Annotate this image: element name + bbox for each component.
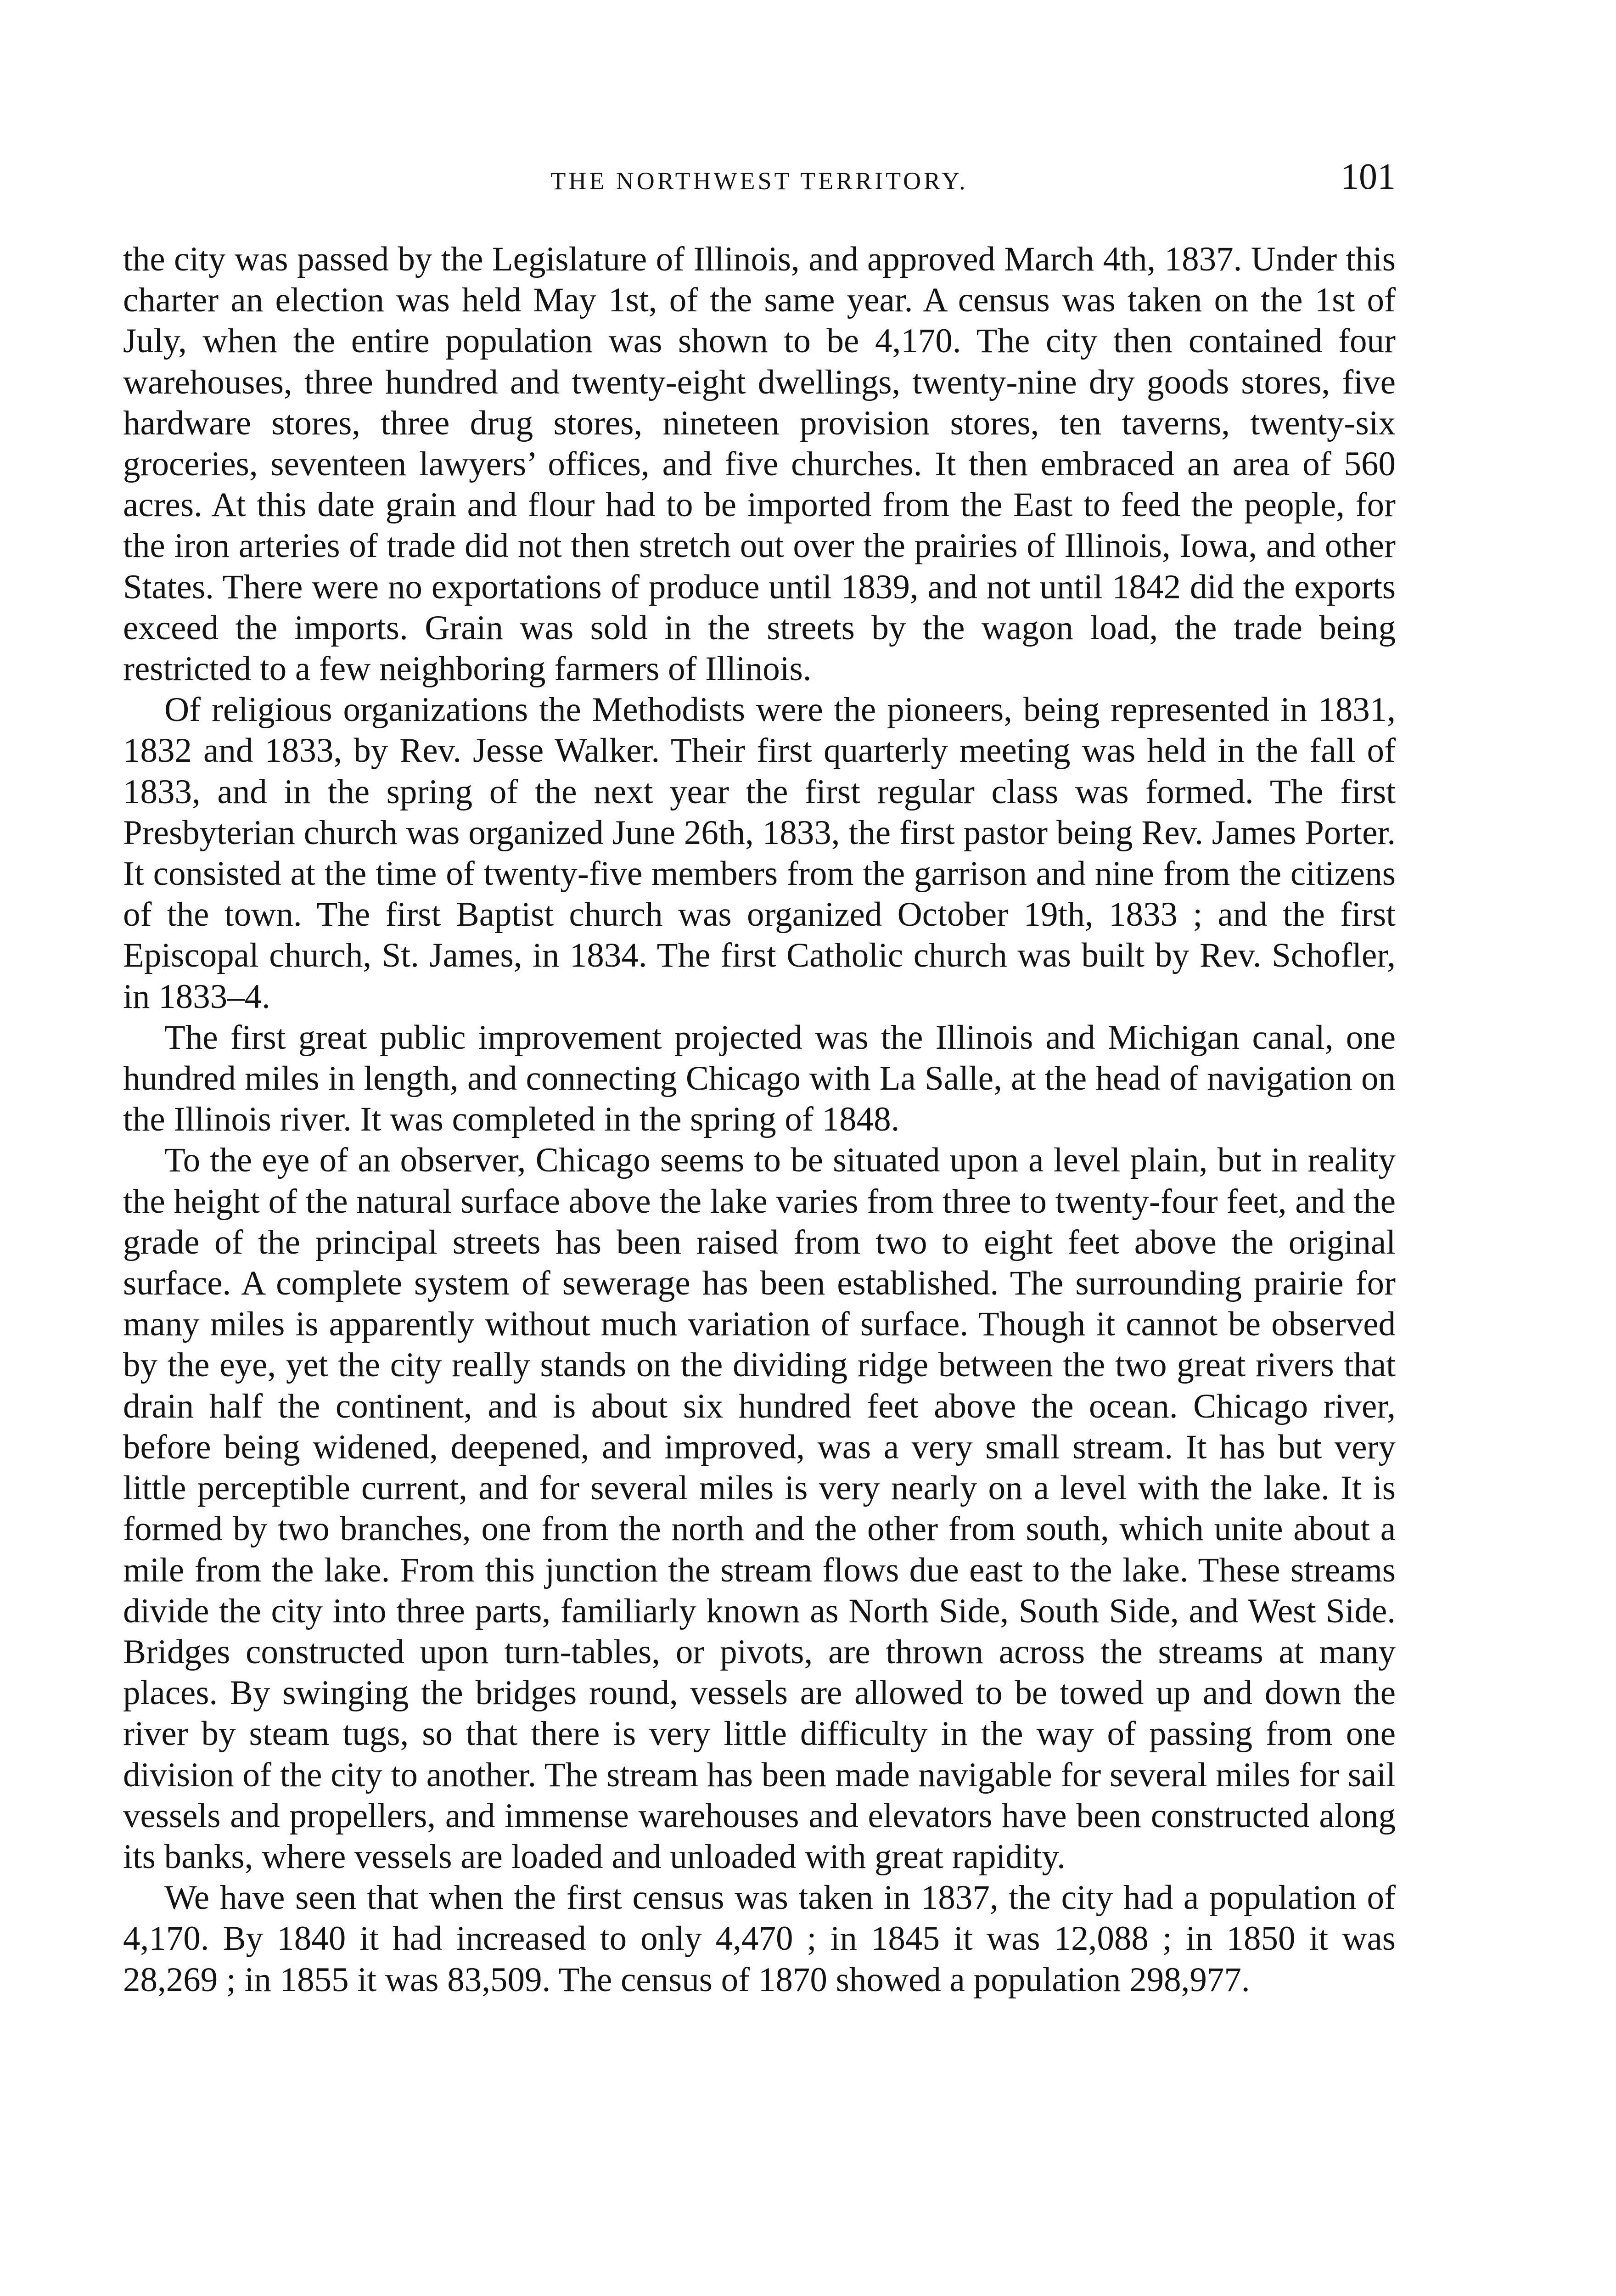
paragraph-population-census: We have seen that when the first census was taken in 1837, the city had a population of 4,170. By 1840 it had increased to only 4,470 ; in 1845 it was 12,088 ; in 1850 it was 28,269 ; in 1855 it was 83,509. The census of 1870 showed a population 298,977. (123, 1879, 1396, 1999)
running-title: THE NORTHWEST TERRITORY. (550, 167, 968, 195)
running-head (123, 158, 1396, 209)
paragraph-chicago-topography: To the eye of an observer, Chicago seems to be situated upon a level plain, but in reality the height of the natural surface above the lake varies from three to twenty-four feet, and the grade of the principal streets has been raised from two to eight feet above the original surface. A complete system of sewerage has been established. The surrounding prairie for many miles is apparently without much variation of surface. Though it cannot be observed by the eye, yet the city really stands on the dividing ridge between the two great rivers that drain half the continent, and is about six hundred feet above the ocean. Chicago river, before being widened, deepened, and improved, was a very small stream. It has but very little perceptible current, and for several miles is very nearly on a level with the lake. It is formed by two branches, one from the north and the other from south, which unite about a mile from the lake. From this junction the stream flows due east to the lake. These streams divide the city into three parts, familiarly known as North Side, South Side, and West Side. Bridges constructed upon turn-tables, or pivots, are thrown across the streams at many places. By swinging the bridges round, vessels are allowed to be towed up and down the river by steam tugs, so that there is very little difficulty in the way of passing from one division of the city to another. The stream has been made navigable for several miles for sail vessels and propellers, and immense warehouses and elevators have been constructed along its banks, where vessels are loaded and unloaded with great rapidity. (123, 1141, 1396, 1876)
body-text (123, 239, 1396, 2000)
paragraph-illinois-michigan-canal: The first great public improvement projected was the Illinois and Michigan canal, one hundred miles in length, and connecting Chicago with La Salle, at the head of navigation on the Illinois river. It was completed in the spring of 1848. (123, 1018, 1396, 1139)
page-number: 101 (1341, 157, 1396, 197)
paragraph-city-charter: the city was passed by the Legislature of Illinois, and approved March 4th, 1837. Under this charter an election was held May 1st, of the same year. A census was taken on the 1st of July, when the entire population was shown to be 4,170. The city then contained four warehouses, three hundred and twenty-eight dwellings, twenty-nine dry goods stores, five hardware stores, three drug stores, nineteen provision stores, ten taverns, twenty-six groceries, seventeen lawyers’ offices, and five churches. It then embraced an area of 560 acres. At this date grain and flour had to be imported from the East to feed the people, for the iron arteries of trade did not then stretch out over the prairies of Illinois, Iowa, and other States. There were no exportations of produce until 1839, and not until 1842 did the exports exceed the imports. Grain was sold in the streets by the wagon load, the trade being restricted to a few neighboring farmers of Illinois. (123, 240, 1396, 688)
paragraph-religious-organizations: Of religious organizations the Methodists were the pioneers, being represented in 1831, 1832 and 1833, by Rev. Jesse Walker. Their first quarterly meeting was held in the fall of 1833, and in the spring of the next year the first regular class was formed. The first Presbyterian church was organized June 26th, 1833, the first pastor being Rev. James Porter. It consisted at the time of twenty-five members from the garrison and nine from the citizens of the town. The first Baptist church was organized October 19th, 1833 ; and the first Episcopal church, St. James, in 1834. The first Catholic church was built by Rev. Schofler, in 1833–4. (123, 691, 1396, 1016)
